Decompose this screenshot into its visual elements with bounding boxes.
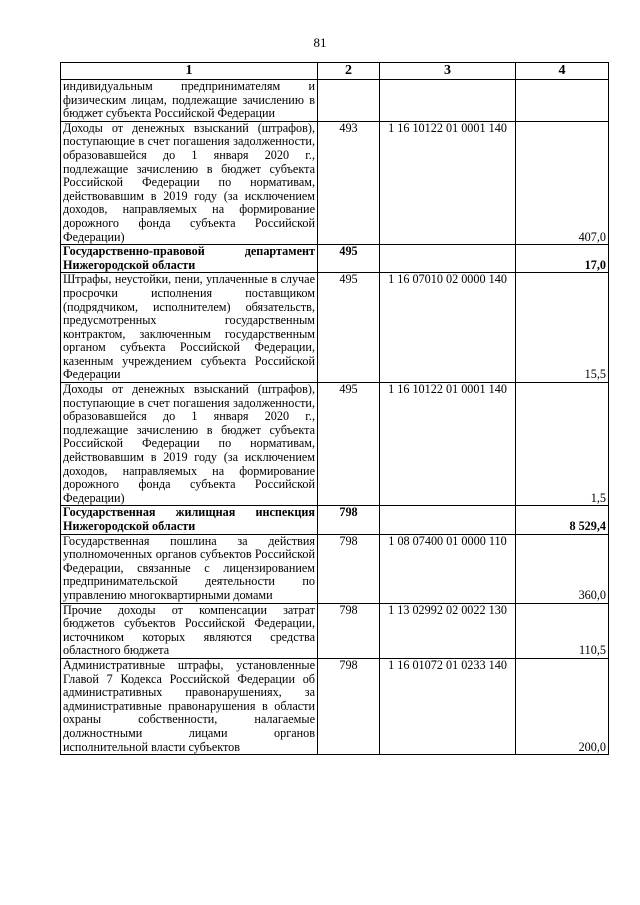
- row-description: Доходы от денежных взысканий (штрафов), поступающие в счет погашения задолженности, образовавшейся до 1 января 2020 г., подлежащие зачислению в бюджет субъекта Российской Федерации по нормативам, действовавшим в 2019 году (за исключением доходов, направляемых на формирование дорожного фонда субъекта Российской Федерации): [61, 121, 318, 244]
- row-budget-code: 1 08 07400 01 0000 110: [380, 534, 516, 603]
- table-row: [61, 273, 609, 383]
- row-amount: 200,0: [516, 658, 609, 754]
- table-row: [61, 603, 609, 658]
- table-row: [61, 506, 609, 534]
- row-description: Государственная жилищная инспекция Нижегородской области: [61, 506, 318, 534]
- row-admin-code: [318, 80, 380, 122]
- row-amount: 360,0: [516, 534, 609, 603]
- row-amount: 8 529,4: [516, 506, 609, 534]
- row-budget-code: [380, 245, 516, 273]
- table-row: [61, 534, 609, 603]
- row-description: Государственно-правовой департамент Нижегородской области: [61, 245, 318, 273]
- row-budget-code: 1 16 01072 01 0233 140: [380, 658, 516, 754]
- column-header: 3: [380, 63, 516, 80]
- row-budget-code: 1 16 10122 01 0001 140: [380, 383, 516, 506]
- row-admin-code: 798: [318, 658, 380, 754]
- row-admin-code: 798: [318, 506, 380, 534]
- row-budget-code: 1 16 07010 02 0000 140: [380, 273, 516, 383]
- row-amount: 110,5: [516, 603, 609, 658]
- row-description: Государственная пошлина за действия уполномоченных органов субъектов Российской Федерации, связанные с лицензированием предпринимательской деятельности по управлению многоквартирными домами: [61, 534, 318, 603]
- row-budget-code: [380, 506, 516, 534]
- table-row: [61, 383, 609, 506]
- table-row: [61, 121, 609, 244]
- row-amount: 407,0: [516, 121, 609, 244]
- row-amount: [516, 80, 609, 122]
- column-header: 1: [61, 63, 318, 80]
- row-admin-code: 495: [318, 273, 380, 383]
- table-row: [61, 245, 609, 273]
- row-budget-code: [380, 80, 516, 122]
- row-admin-code: 495: [318, 245, 380, 273]
- row-admin-code: 798: [318, 603, 380, 658]
- row-admin-code: 493: [318, 121, 380, 244]
- row-description: Административные штрафы, установленные Главой 7 Кодекса Российской Федерации об административных правонарушениях, за административные правонарушения в области охраны собственности, налагаемые должностными лицами органов исполнительной власти субъектов: [61, 658, 318, 754]
- row-budget-code: 1 13 02992 02 0022 130: [380, 603, 516, 658]
- table-header-row: [61, 63, 609, 80]
- row-budget-code: 1 16 10122 01 0001 140: [380, 121, 516, 244]
- column-header: 2: [318, 63, 380, 80]
- revenue-table: [60, 62, 609, 755]
- column-header: 4: [516, 63, 609, 80]
- row-amount: 17,0: [516, 245, 609, 273]
- page-number: 81: [313, 35, 327, 50]
- table-row: [61, 80, 609, 122]
- row-admin-code: 495: [318, 383, 380, 506]
- row-description: Доходы от денежных взысканий (штрафов), поступающие в счет погашения задолженности, образовавшейся до 1 января 2020 г., подлежащие зачислению в бюджет субъекта Российской Федерации по нормативам, действовавшим в 2019 году (за исключением доходов, направляемых на формирование дорожного фонда субъекта Российской Федерации): [61, 383, 318, 506]
- row-amount: 15,5: [516, 273, 609, 383]
- row-description: индивидуальным предпринимателям и физическим лицам, подлежащие зачислению в бюджет субъекта Российской Федерации: [61, 80, 318, 122]
- row-description: Прочие доходы от компенсации затрат бюджетов субъектов Российской Федерации, источником которых являются средства областного бюджета: [61, 603, 318, 658]
- row-description: Штрафы, неустойки, пени, уплаченные в случае просрочки исполнения поставщиком (подрядчиком, исполнителем) обязательств, предусмотренных государственным контрактом, заключенным государственным органом субъекта Российской Федерации, казенным учреждением субъекта Российской Федерации: [61, 273, 318, 383]
- row-admin-code: 798: [318, 534, 380, 603]
- table-row: [61, 658, 609, 754]
- row-amount: 1,5: [516, 383, 609, 506]
